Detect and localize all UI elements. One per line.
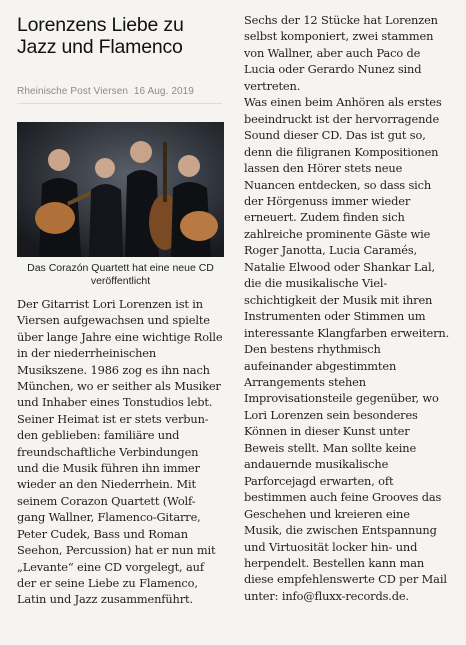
photo-caption: Das Corazón Quartett hat eine neue CD veröffentlicht [27,262,214,287]
band-photo [17,122,224,257]
divider [17,103,222,104]
article-headline: Lorenzens Liebe zu Jazz und Flamenco [17,14,184,58]
article-body-left-column: Der Gitarrist Lori Lorenzen ist in Viersen aufgewachsen und spielte über lange Jahre eine wichtige Rolle in der niederrheinischen Musikszene. 1986 zog es ihn nach München, wo er seither als Musiker und Inhaber eines Tonstudios lebt. Seiner Heimat ist er stets verbun- den geblieben: familiäre und freundschaftliche Verbindungen und die Musik führen ihn immer wieder an den Niederrhein. Mit seinem Corazon Quartett (Wolf- gang Wallner, Flamenco-Gitarre, Peter Cudek, Bass und Roman Seehon, Percussion) hat er nun mit „Levante“ eine CD vorgelegt, auf der er seine Liebe zu Flamenco, Latin und Jazz zusammenführt. [17,297,223,607]
article-source-date: Rheinische Post Viersen 16 Aug. 2019 [17,86,194,97]
article-body-right-column: Sechs der 12 Stücke hat Lorenzen selbst komponiert, zwei stammen von Wallner, aber auch Paco de Lucia oder Gerardo Nunez sind vertreten. Was einen beim Anhören als erstes beeindruckt ist der hervorragende Sound dieser CD. Das ist gut so, denn die filigranen Kompositionen lassen den Hörer stets neue Nuancen entdecken, so dass sich der Hörgenuss immer wieder erneuert. Zudem finden sich zahlreiche prominente Gäste wie Roger Janotta, Lucia Caramés, Natalie Elwood oder Shankar Lal, die die musikalische Viel- schichtigkeit der Musik mit ihren Instrumenten oder Stimmen um interessante Klangfarben erweitern. Den bestens rhythmisch aufeinander abgestimmten Arrangements stehen Improvisationsteile gegenüber, wo Lori Lorenzen sein besonderes Können in dieser Kunst unter Beweis stellt. Man sollte keine andauernde musikalische Parforcejagd erwarten, oft bestimmen auch feine Grooves das Geschehen und kreieren eine Musik, die zwischen Entspannung und Virtuosität locker hin- und herpendelt. Bestellen kann man diese empfehlenswerte CD per Mail unter: info@fluxx-records.de. [244,13,450,603]
band-photo-illustration [17,122,224,257]
